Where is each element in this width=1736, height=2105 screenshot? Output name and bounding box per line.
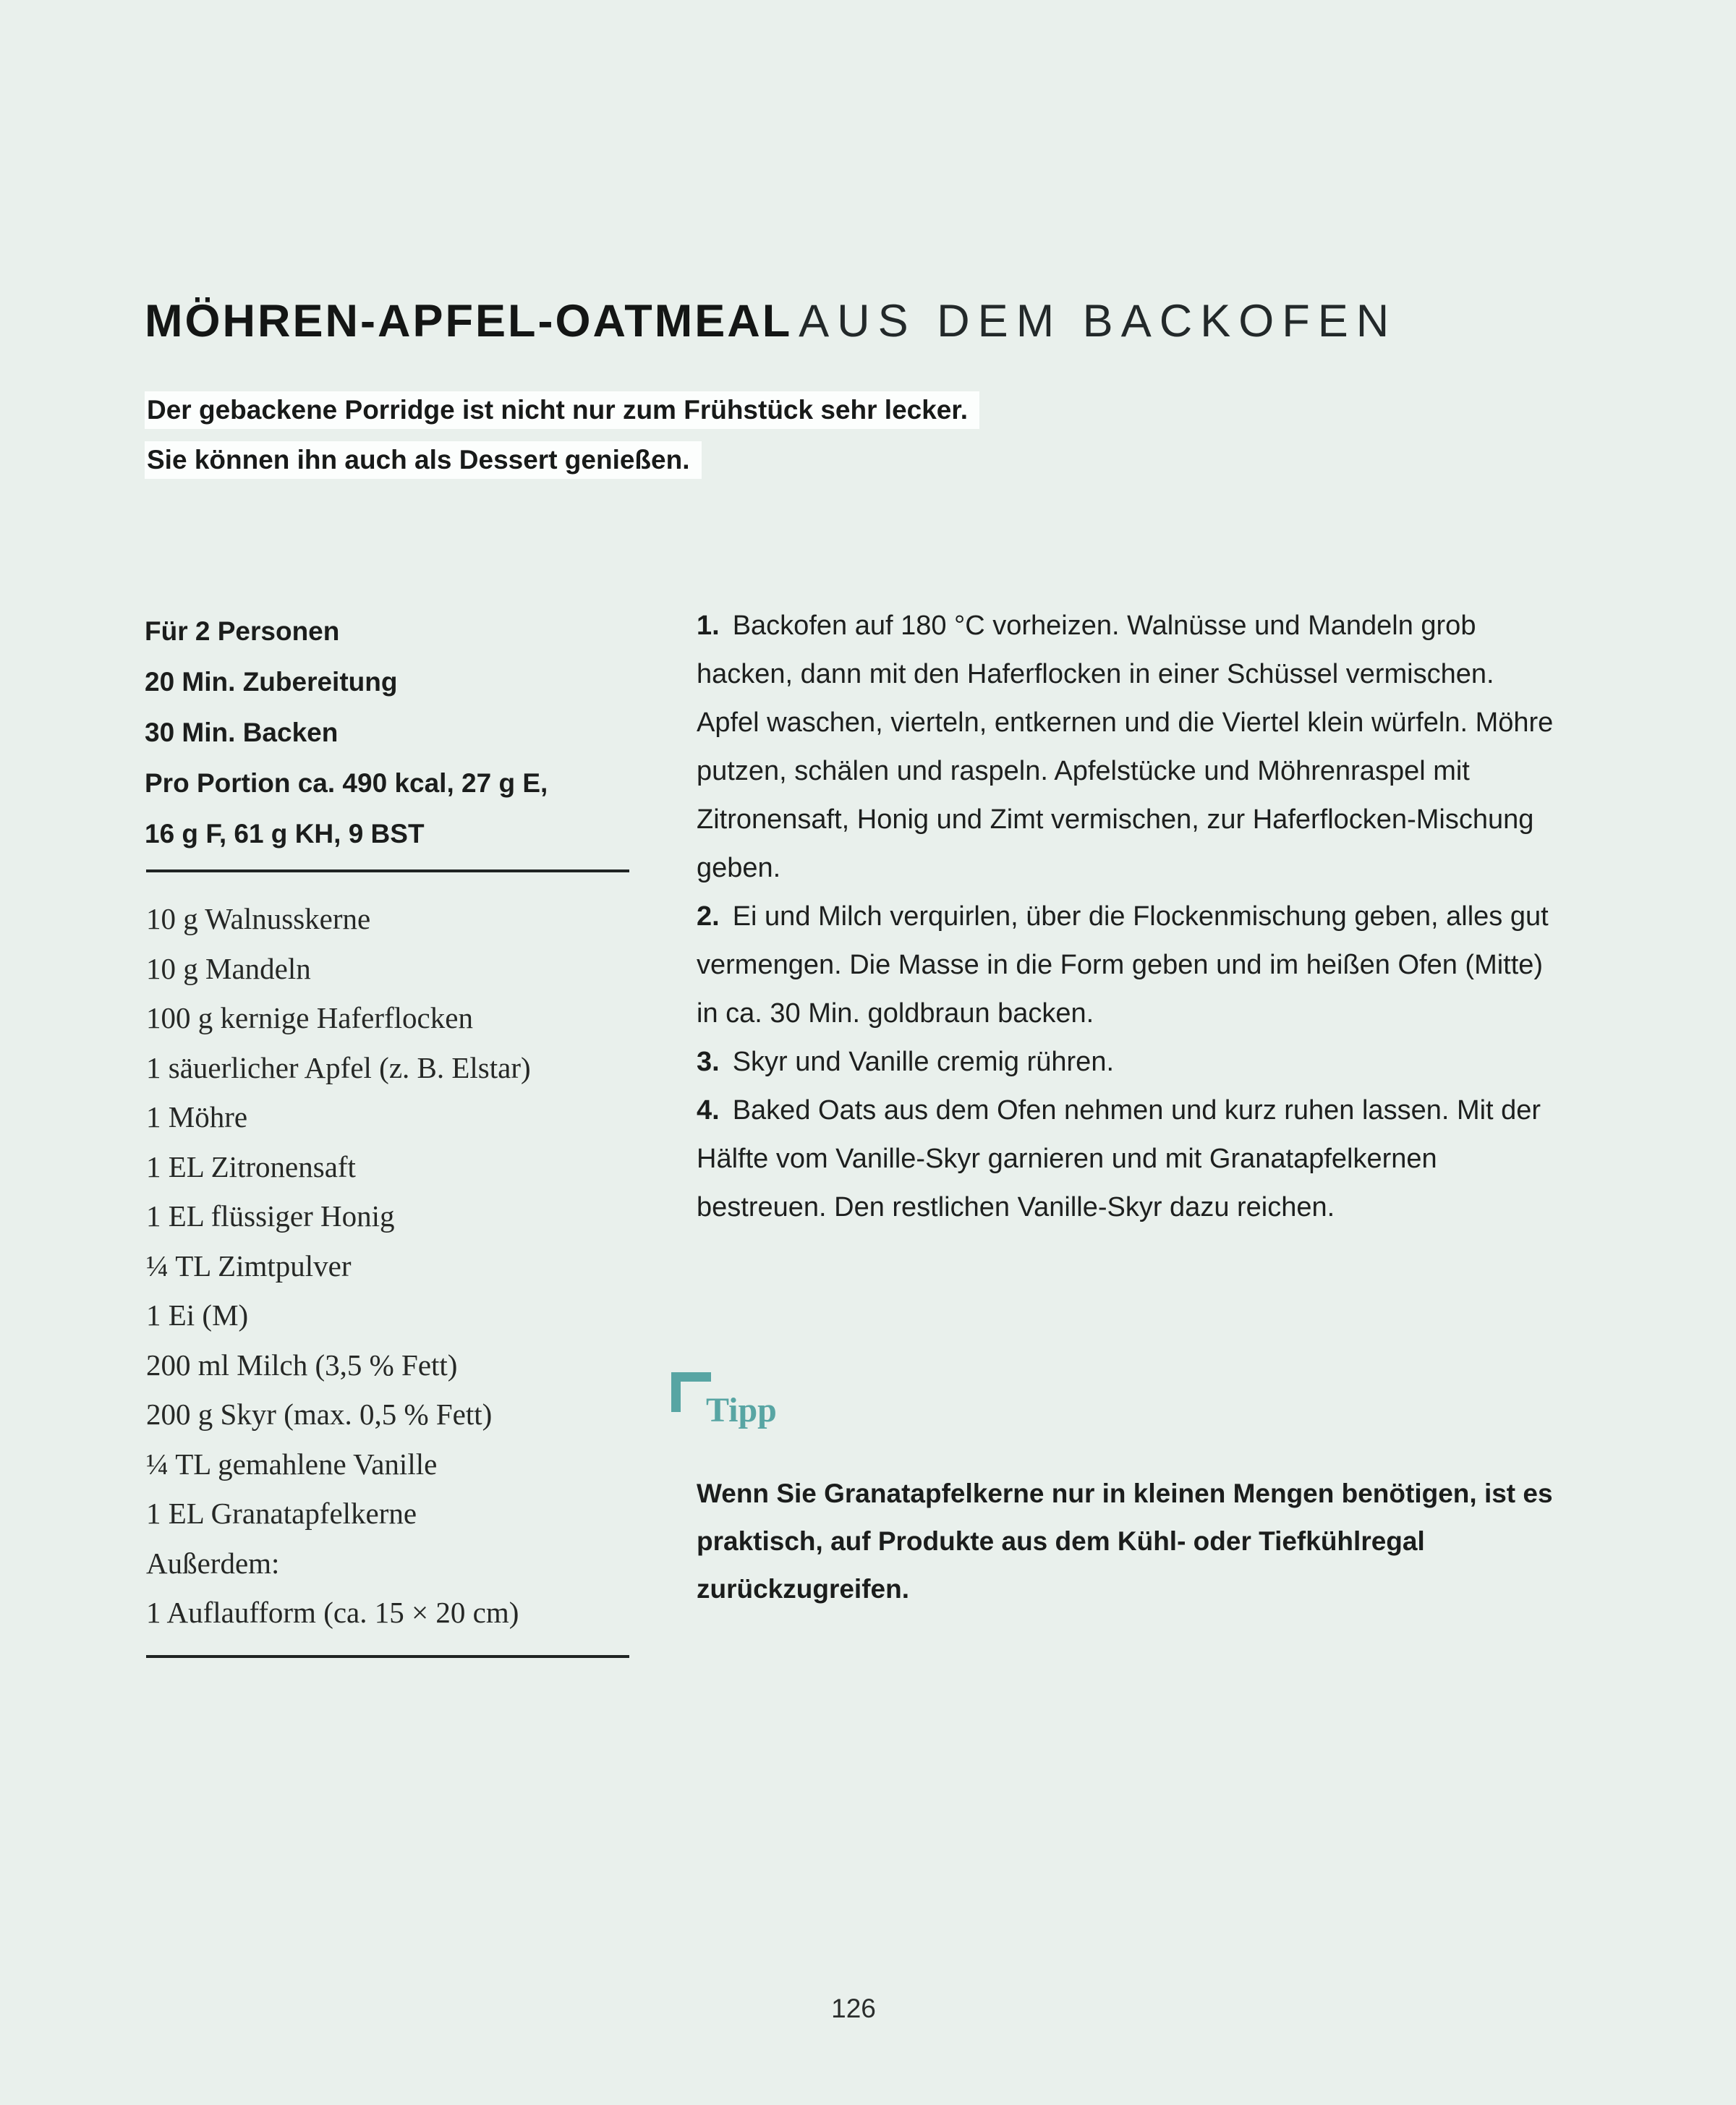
step-text: Backofen auf 180 °C vorheizen. Walnüsse und Mandeln grob hacken, dann mit den Haferflocken in einer Schüssel vermischen. Apfel waschen, vierteln, entkernen und die Viertel klein würfeln. Möhre putzen, schälen und raspeln. Apfelstücke und Möhrenraspel mit Zitronensaft, Honig und Zimt vermischen, zur Haferflocken-Mischung geben. [697, 611, 1554, 883]
meta-bake-time: 30 Min. Backen [145, 718, 339, 747]
step-text: Ei und Milch verquirlen, über die Flockenmischung geben, alles gut vermengen. Die Masse in die Form geben und im heißen Ofen (Mitte) in ca. 30 Min. goldbraun backen. [697, 901, 1549, 1029]
ingredients-list [146, 894, 667, 1638]
step-number: 3. [697, 1047, 720, 1077]
ingredient-item: 1 EL flüssiger Honig [146, 1199, 395, 1233]
ingredient-item: 10 g Mandeln [146, 951, 311, 985]
meta-servings: Für 2 Personen [145, 616, 340, 646]
step-number: 4. [697, 1095, 720, 1126]
ingredients-divider-bottom [146, 1655, 629, 1658]
ingredients-divider-top [146, 869, 629, 872]
step-number: 1. [697, 611, 720, 641]
ingredient-item: 1 Möhre [146, 1100, 248, 1134]
meta-prep-time: 20 Min. Zubereitung [145, 667, 398, 697]
tip-text: Wenn Sie Granatapfelkerne nur in kleinen Mengen benötigen, ist es praktisch, auf Produkte aus dem Kühl- oder Tiefkühlregal zurückzugreifen. [697, 1479, 1553, 1604]
ingredient-item: 1 EL Granatapfelkerne [146, 1497, 417, 1530]
recipe-title-sub: AUS DEM BACKOFEN [799, 296, 1397, 346]
ingredient-item: ¼ TL gemahlene Vanille [146, 1447, 438, 1481]
instruction-step-4 [697, 1086, 1554, 1232]
ingredient-item-besides-label: Außerdem: [146, 1546, 280, 1580]
ingredient-item: 200 ml Milch (3,5 % Fett) [146, 1348, 458, 1382]
intro-line-text: Der gebackene Porridge ist nicht nur zum Frühstück sehr lecker. [145, 391, 979, 429]
instruction-step-3 [697, 1038, 1554, 1086]
step-text: Baked Oats aus dem Ofen nehmen und kurz ruhen lassen. Mit der Hälfte vom Vanille-Skyr garnieren und mit Granatapfelkernen bestreuen. Den restlichen Vanille-Skyr dazu reichen. [697, 1095, 1541, 1222]
page-number: 126 [831, 1994, 876, 2023]
corner-bracket-icon [671, 1372, 711, 1412]
tip-label: Tipp [706, 1391, 777, 1429]
ingredient-item-bakeware: 1 Auflaufform (ca. 15 × 20 cm) [146, 1596, 519, 1629]
ingredient-item: 1 säuerlicher Apfel (z. B. Elstar) [146, 1050, 531, 1084]
recipe-intro [145, 391, 979, 491]
intro-line [145, 441, 979, 479]
intro-line [145, 391, 979, 429]
ingredient-item: 10 g Walnusskerne [146, 902, 371, 935]
ingredient-item: 200 g Skyr (max. 0,5 % Fett) [146, 1398, 493, 1431]
instructions [697, 602, 1554, 1232]
intro-line-text: Sie können ihn auch als Dessert genießen. [145, 441, 702, 479]
recipe-title-main: MÖHREN-APFEL-OATMEAL [145, 296, 793, 346]
meta-nutrition-line1: Pro Portion ca. 490 kcal, 27 g E, [145, 768, 548, 798]
recipe-meta [145, 606, 548, 859]
ingredient-item: 100 g kernige Haferflocken [146, 1001, 473, 1034]
instruction-step-1 [697, 602, 1554, 893]
meta-nutrition-line2: 16 g F, 61 g KH, 9 BST [145, 819, 425, 849]
step-text: Skyr und Vanille cremig rühren. [732, 1047, 1115, 1077]
step-number: 2. [697, 901, 720, 932]
ingredient-item: ¼ TL Zimtpulver [146, 1249, 352, 1283]
ingredient-item: 1 Ei (M) [146, 1298, 249, 1332]
ingredient-item: 1 EL Zitronensaft [146, 1149, 356, 1183]
instruction-step-2 [697, 893, 1554, 1038]
page-title [145, 295, 1397, 347]
